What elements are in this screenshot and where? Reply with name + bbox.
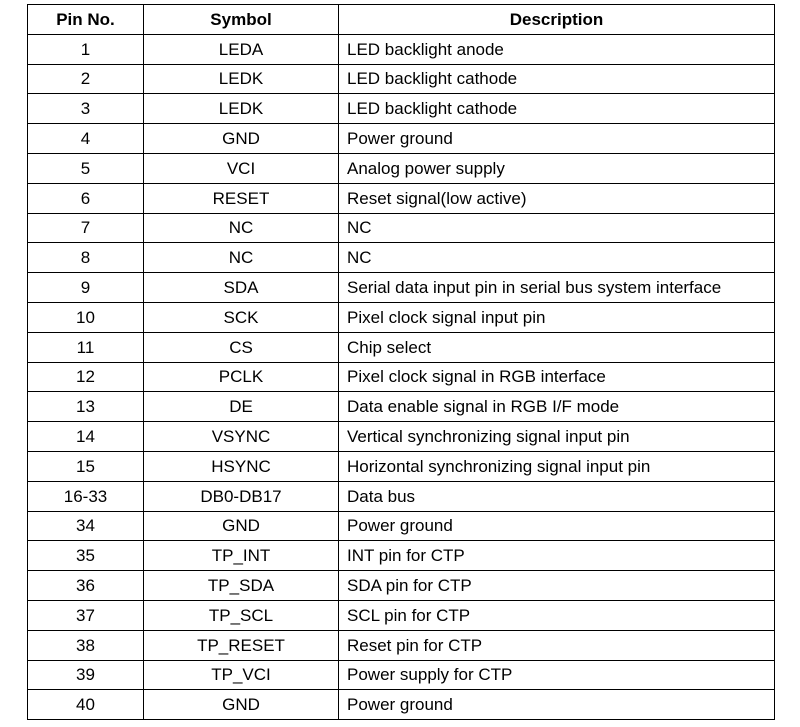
pin-number-cell: 4 [28, 124, 144, 154]
description-cell: Power ground [339, 511, 775, 541]
symbol-cell: DB0-DB17 [144, 481, 339, 511]
table-row [28, 213, 775, 243]
description-cell: Vertical synchronizing signal input pin [339, 422, 775, 452]
table-row [28, 600, 775, 630]
symbol-cell: GND [144, 124, 339, 154]
description-cell: Data bus [339, 481, 775, 511]
symbol-cell: TP_INT [144, 541, 339, 571]
symbol-cell: PCLK [144, 362, 339, 392]
pin-definition-table [27, 4, 775, 720]
pin-number-cell: 14 [28, 422, 144, 452]
table-row [28, 64, 775, 94]
table-row [28, 630, 775, 660]
table-row [28, 541, 775, 571]
pin-number-cell: 37 [28, 600, 144, 630]
symbol-cell: TP_SDA [144, 571, 339, 601]
pin-number-cell: 8 [28, 243, 144, 273]
symbol-cell: TP_RESET [144, 630, 339, 660]
table-row [28, 243, 775, 273]
description-cell: Power supply for CTP [339, 660, 775, 690]
description-cell: Pixel clock signal in RGB interface [339, 362, 775, 392]
header-symbol: Symbol [144, 5, 339, 35]
description-cell: LED backlight cathode [339, 64, 775, 94]
table-body [28, 34, 775, 719]
table-row [28, 34, 775, 64]
pin-number-cell: 39 [28, 660, 144, 690]
description-cell: INT pin for CTP [339, 541, 775, 571]
table-row [28, 302, 775, 332]
symbol-cell: GND [144, 511, 339, 541]
description-cell: Chip select [339, 332, 775, 362]
description-cell: Analog power supply [339, 153, 775, 183]
pin-number-cell: 35 [28, 541, 144, 571]
pin-number-cell: 12 [28, 362, 144, 392]
symbol-cell: SDA [144, 273, 339, 303]
symbol-cell: TP_VCI [144, 660, 339, 690]
symbol-cell: NC [144, 243, 339, 273]
table-row [28, 94, 775, 124]
table-row [28, 273, 775, 303]
header-pin-no: Pin No. [28, 5, 144, 35]
description-cell: SDA pin for CTP [339, 571, 775, 601]
pin-number-cell: 2 [28, 64, 144, 94]
header-description: Description [339, 5, 775, 35]
description-cell: NC [339, 213, 775, 243]
pin-number-cell: 11 [28, 332, 144, 362]
table-row [28, 481, 775, 511]
pin-number-cell: 36 [28, 571, 144, 601]
pin-number-cell: 1 [28, 34, 144, 64]
table-row [28, 183, 775, 213]
symbol-cell: GND [144, 690, 339, 720]
table-row [28, 332, 775, 362]
symbol-cell: SCK [144, 302, 339, 332]
symbol-cell: NC [144, 213, 339, 243]
symbol-cell: VSYNC [144, 422, 339, 452]
symbol-cell: TP_SCL [144, 600, 339, 630]
description-cell: Reset pin for CTP [339, 630, 775, 660]
description-cell: LED backlight cathode [339, 94, 775, 124]
table-row [28, 362, 775, 392]
description-cell: Data enable signal in RGB I/F mode [339, 392, 775, 422]
symbol-cell: LEDA [144, 34, 339, 64]
description-cell: Pixel clock signal input pin [339, 302, 775, 332]
table-row [28, 660, 775, 690]
pin-number-cell: 6 [28, 183, 144, 213]
description-cell: Serial data input pin in serial bus system interface [339, 273, 775, 303]
pin-number-cell: 3 [28, 94, 144, 124]
pin-number-cell: 40 [28, 690, 144, 720]
symbol-cell: LEDK [144, 94, 339, 124]
pin-number-cell: 5 [28, 153, 144, 183]
symbol-cell: LEDK [144, 64, 339, 94]
pin-number-cell: 15 [28, 451, 144, 481]
symbol-cell: DE [144, 392, 339, 422]
symbol-cell: VCI [144, 153, 339, 183]
table-row [28, 571, 775, 601]
pin-number-cell: 10 [28, 302, 144, 332]
table-row [28, 511, 775, 541]
table-row [28, 422, 775, 452]
symbol-cell: CS [144, 332, 339, 362]
pin-number-cell: 9 [28, 273, 144, 303]
description-cell: Reset signal(low active) [339, 183, 775, 213]
table-row [28, 153, 775, 183]
symbol-cell: HSYNC [144, 451, 339, 481]
table-row [28, 690, 775, 720]
description-cell: NC [339, 243, 775, 273]
pin-number-cell: 16-33 [28, 481, 144, 511]
pin-number-cell: 13 [28, 392, 144, 422]
table-header-row [28, 5, 775, 35]
description-cell: Power ground [339, 690, 775, 720]
description-cell: LED backlight anode [339, 34, 775, 64]
symbol-cell: RESET [144, 183, 339, 213]
table-row [28, 451, 775, 481]
description-cell: SCL pin for CTP [339, 600, 775, 630]
description-cell: Horizontal synchronizing signal input pin [339, 451, 775, 481]
table-row [28, 124, 775, 154]
description-cell: Power ground [339, 124, 775, 154]
pin-number-cell: 7 [28, 213, 144, 243]
pin-number-cell: 34 [28, 511, 144, 541]
table-row [28, 392, 775, 422]
pin-number-cell: 38 [28, 630, 144, 660]
